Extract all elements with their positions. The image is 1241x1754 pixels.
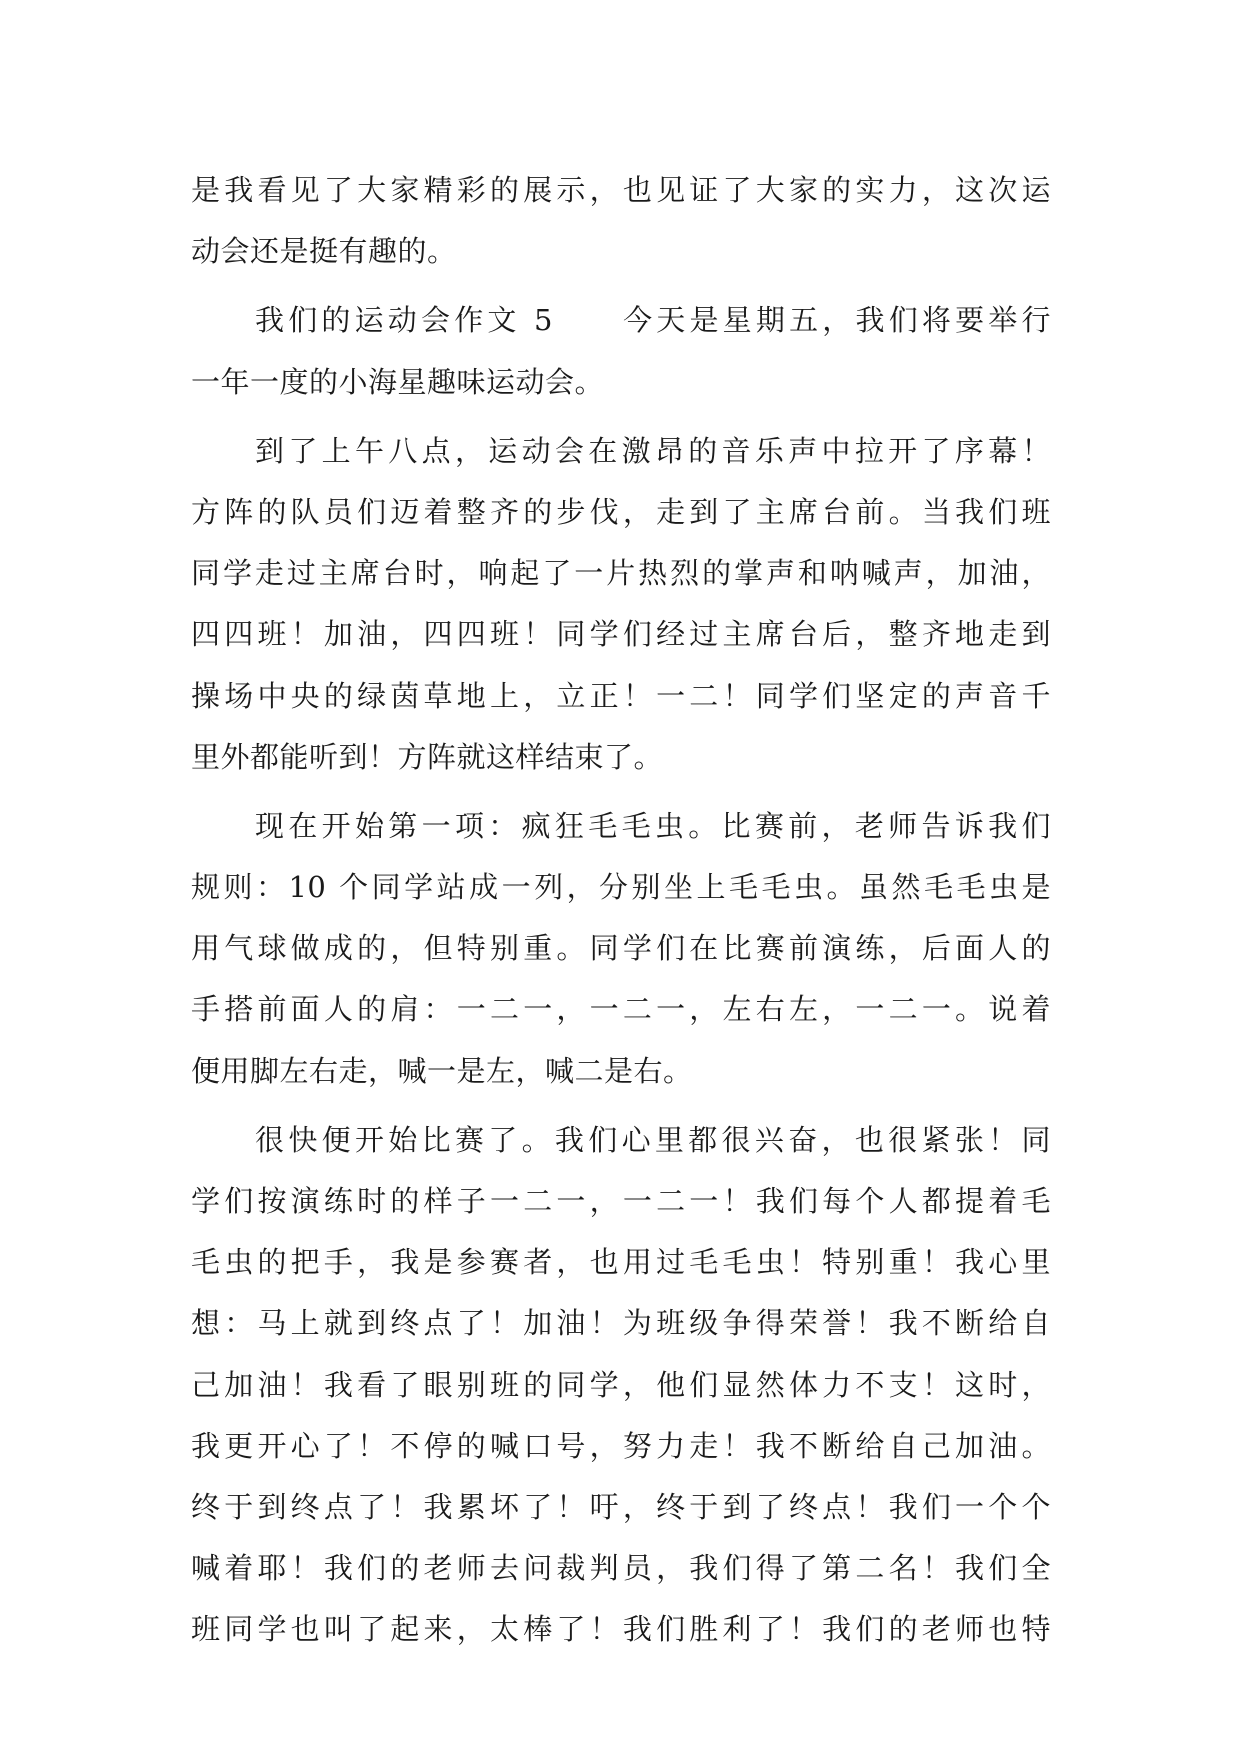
text-line: 手搭前面人的肩：一二一，一二一，左右左，一二一。说着 — [191, 992, 1051, 1027]
text-line: 操场中央的绿茵草地上，立正！一二！同学们坚定的声音千 — [191, 678, 1051, 713]
text-line: 己加油！我看了眼别班的同学，他们显然体力不支！这时， — [191, 1367, 1051, 1402]
text-line: 喊着耶！我们的老师去问裁判员，我们得了第二名！我们全 — [191, 1551, 1051, 1586]
text-line: 学们按演练时的样子一二一，一二一！我们每个人都提着毛 — [191, 1184, 1051, 1218]
text-line: 是我看见了大家精彩的展示，也见证了大家的实力，这次运 — [191, 173, 1051, 207]
paragraph-start: 现在开始第一项：疯狂毛毛虫。比赛前，老师告诉我们 — [255, 808, 1051, 843]
text-line: 想：马上就到终点了！加油！为班级争得荣誉！我不断给自 — [191, 1306, 1051, 1341]
text-line: 一年一度的小海星趣味运动会。 — [191, 364, 605, 399]
text-line: 我更开心了！不停的喊口号，努力走！我不断给自己加油。 — [191, 1428, 1051, 1463]
text-line: 动会还是挺有趣的。 — [191, 234, 457, 269]
text-line: 用气球做成的，但特别重。同学们在比赛前演练，后面人的 — [191, 931, 1051, 966]
text-line: 方阵的队员们迈着整齐的步伐，走到了主席台前。当我们班 — [191, 494, 1051, 529]
text-line: 终于到终点了！我累坏了！吁，终于到了终点！我们一个个 — [191, 1489, 1051, 1524]
paragraph-start: 很快便开始比赛了。我们心里都很兴奋，也很紧张！同 — [255, 1122, 1051, 1157]
text-line: 班同学也叫了起来，太棒了！我们胜利了！我们的老师也特 — [191, 1612, 1051, 1647]
document-body — [191, 160, 1051, 1661]
text-line: 规则：10 个同学站成一列，分别坐上毛毛虫。虽然毛毛虫是 — [191, 870, 1051, 905]
essay-heading-line: 我们的运动会作文 5 今天是星期五，我们将要举行 — [255, 303, 1051, 338]
text-line: 毛虫的把手，我是参赛者，也用过毛毛虫！特别重！我心里 — [191, 1245, 1051, 1280]
paragraph-start: 到了上午八点，运动会在激昂的音乐声中拉开了序幕！ — [255, 433, 1051, 468]
text-line: 四四班！加油，四四班！同学们经过主席台后，整齐地走到 — [191, 617, 1051, 652]
text-line: 里外都能听到！方阵就这样结束了。 — [191, 739, 664, 774]
text-line: 同学走过主席台时，响起了一片热烈的掌声和呐喊声，加油， — [191, 556, 1051, 591]
text-line: 便用脚左右走，喊一是左，喊二是右。 — [191, 1053, 693, 1088]
